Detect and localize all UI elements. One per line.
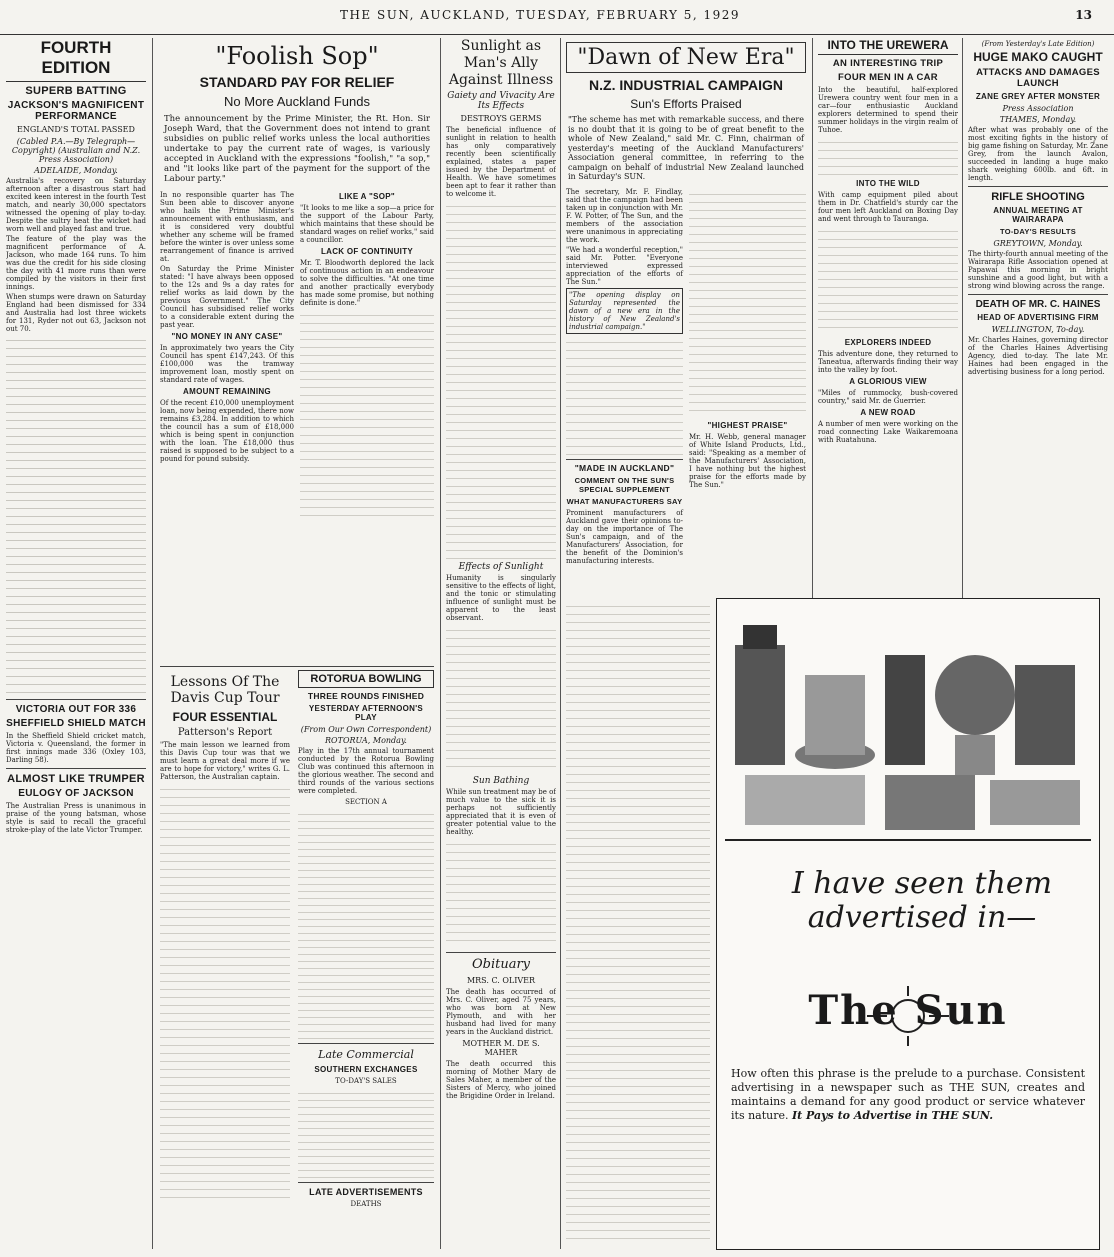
body-text-placeholder — [446, 624, 556, 774]
divider — [298, 1182, 434, 1183]
subhead-england-total: ENGLAND'S TOTAL PASSED — [17, 125, 135, 134]
article-body: After what was probably one of the most exciting fights in the history of big game fishing on Saturday, Mr. Zane Grey, from the launch Avalon, succeeded in landing a huge mako shark weighing 600lb. and 6ft. in length. — [968, 126, 1108, 182]
subhead-into-wild: INTO THE WILD — [856, 179, 920, 188]
headline-davis-cup: Lessons Of The Davis Cup Tour — [170, 674, 280, 706]
the-sun-logo — [747, 981, 1069, 1051]
body-text-placeholder — [300, 309, 434, 519]
subhead-no-more-funds: No More Auckland Funds — [224, 94, 370, 109]
publication-line: THE SUN, AUCKLAND, TUESDAY, FEBRUARY 5, 1929 — [339, 8, 741, 22]
subhead-amount: AMOUNT REMAINING — [183, 387, 271, 396]
article-body: A number of men were working on the road connecting Lake Waikaremoana with Ruatahuna. — [818, 420, 958, 444]
continued-label: (From Yesterday's Late Edition) — [981, 40, 1095, 48]
obituary-name: MOTHER M. DE S. MAHER — [462, 1039, 540, 1057]
subhead-industrial-campaign: N.Z. INDUSTRIAL CAMPAIGN — [589, 77, 783, 93]
page-number: 13 — [1075, 8, 1092, 22]
body-text-placeholder — [566, 600, 710, 1240]
subhead-efforts-praised: Sun's Efforts Praised — [630, 97, 742, 111]
article-body: "The main lesson we learned from this Davis Cup tour was that we must learn a great deal more if we are to hope for victory," writes G. L. Patterson, the Australian captain. — [160, 741, 290, 781]
column-dawn-new-era — [566, 38, 806, 593]
body-text-placeholder — [566, 336, 683, 456]
dateline: GREYTOWN, Monday. — [993, 239, 1083, 248]
subhead-results: TO-DAY'S RESULTS — [999, 227, 1077, 236]
column-foolish-sop — [160, 38, 434, 1249]
subhead-sheffield: SHEFFIELD SHIELD MATCH — [6, 718, 146, 729]
article-body: When stumps were drawn on Saturday England had been dismissed for 334 and Australia had lost three wickets for 131, Ryder not out 63, Jackson not out 70. — [6, 293, 146, 333]
article-body: This adventure done, they returned to Taneatua, afterwards finding their way into the valley by foot. — [818, 350, 958, 374]
column-rule — [152, 38, 153, 1249]
body-text-placeholder — [160, 783, 290, 1203]
divider — [968, 186, 1108, 187]
byline-patterson: Patterson's Report — [177, 727, 273, 738]
headline-sunlight: Against Illness — [448, 72, 554, 88]
divider — [968, 294, 1108, 295]
article-body: Humanity is singularly sensitive to the effects of light, and the tonic or stimulating influence of sunlight must be apparent to the least observant. — [446, 574, 556, 622]
article-body: On Saturday the Prime Minister stated: "I have always been opposed to the 12s and 9s a day rates for relief works as laid down by the previous Government." The City Council has subsidised relief works to a considerable extent during the past year. — [160, 265, 294, 329]
dateline: THAMES, Monday. — [999, 115, 1077, 124]
masthead — [0, 0, 1114, 35]
column-urewera — [818, 38, 958, 593]
article-body: "We had a wonderful reception," said Mr. Potter. "Everyone interviewed expressed appreciation of the efforts of The Sun." — [566, 245, 683, 286]
article-intro: "The scheme has met with remarkable success, and there is no doubt that it is going to be of great benefit to the whole of New Zealand," said Mr. C. Finn, chairman of yesterday's meeting of the Auckland Manufacturers' Association general committee, in referring to the campaign on behalf of industrial New Zealand launched in Saturday's SUN. — [568, 115, 804, 181]
subhead-gaiety: Gaiety and Vivacity Are Its Effects — [447, 91, 555, 111]
article-body: In no responsible quarter has The Sun been able to discover anyone who hails the Prime Minister's announcement with enthusiasm, and it is considered very doubtful whether any scheme will be framed before the winter is over unless some rearrangement of finance is arrived at. — [160, 191, 294, 263]
body-text-placeholder — [446, 838, 556, 948]
body-text-placeholder — [446, 200, 556, 560]
headline-dawn-new-era: "Dawn of New Era" — [566, 42, 806, 73]
results-placeholder — [298, 809, 434, 1039]
dateline: ROTORUA, Monday. — [325, 736, 407, 745]
subhead-advertising-firm: HEAD OF ADVERTISING FIRM — [977, 313, 1099, 322]
dateline: ADELAIDE, Monday. — [34, 166, 118, 175]
body-text-placeholder — [298, 1088, 434, 1178]
article-body: Mr. Charles Haines, governing director of the Charles Haines Advertising Agency, died to-day. The late Mr. Haines had been engaged in the advertising business for a long period. — [968, 336, 1108, 376]
subhead-yesterday: YESTERDAY AFTERNOON'S PLAY — [308, 704, 424, 722]
headline-rotorua-bowling: ROTORUA BOWLING — [298, 670, 434, 688]
subhead-deaths: DEATHS — [350, 1200, 382, 1208]
section-label: SECTION A — [345, 798, 387, 806]
article-body: The thirty-fourth annual meeting of the Wairarapa Rifle Association opened at Papawai this morning in bright sunshine and a good light, but with a strong wind blowing across the range. — [968, 250, 1108, 290]
subhead-sop: LIKE A "SOP" — [339, 192, 395, 201]
ad-copy — [731, 1067, 1085, 1123]
article-body: The death has occurred of Mrs. C. Oliver, aged 75 years, who was born at New Plymouth, and with her husband had lived for many years in the Auckland district. — [446, 988, 556, 1036]
column-mako — [968, 38, 1108, 593]
article-body: The feature of the play was the magnificent performance of A. Jackson, who made 164 runs. To him was due the credit for his side closing the day with 41 more runs than were compiled by the visitors in their first innings. — [6, 235, 146, 291]
divider — [446, 952, 556, 953]
headline-made-in-auckland: "MADE IN AUCKLAND" — [566, 459, 683, 473]
headline-foolish-sop: "Foolish Sop" — [215, 42, 379, 70]
article-intro: The announcement by the Prime Minister, the Rt. Hon. Sir Joseph Ward, that the Government does not intend to grant subsidies on public relief works unless the local authorities undertake to pay the current rate of wages, is variously accepted in Auckland with the expressions "foolish," "a sop," and "it looks like part of the payment for the support of the Labour party." — [164, 114, 430, 184]
column-manufacturers-continued — [566, 598, 710, 1249]
article-body: Prominent manufacturers of Auckland gave their opinions to-day on the importance of The Sun's campaign, and of the Manufacturers' Association, for the benefit of the Dominion's manufacturing interests. — [566, 508, 683, 565]
article-body: The beneficial influence of sunlight in relation to health has only comparatively recently been scientifically explained, states a paper issued by the Department of Health. We have sometimes been apt to fear it rather than to welcome it. — [446, 126, 556, 198]
article-body: Of the recent £10,000 unemployment loan, now being expended, there now remains £3,284. In addition to which the council has a sum of £18,000 which is being spent in conjunction with the loan. The £18,000 thus raised is supposed to be subject to a pound for pound subsidy. — [160, 399, 294, 463]
divider — [6, 699, 146, 700]
subhead-explorers: EXPLORERS INDEED — [844, 338, 932, 347]
subhead-interesting-trip: AN INTERESTING TRIP — [832, 58, 944, 69]
article-body: Mr. T. Bloodworth deplored the lack of continuous action in an endeavour to solve the difficulties. "At one time and another practically everybody has made some promise, but nothing definite is done." — [300, 259, 434, 307]
subhead-sales: TO-DAY'S SALES — [335, 1077, 397, 1085]
subhead-new-road: A NEW ROAD — [860, 408, 916, 417]
headline-victoria: VICTORIA OUT FOR 336 — [15, 704, 137, 715]
subhead-sun-bathing: Sun Bathing — [472, 776, 530, 786]
subhead-manufacturers-say: WHAT MANUFACTURERS SAY — [566, 496, 683, 506]
column-sunlight — [446, 38, 556, 1249]
subhead-highest-praise: "HIGHEST PRAISE" — [707, 420, 788, 430]
subhead-money: "NO MONEY IN ANY CASE" — [171, 332, 283, 341]
credit: Press Association — [1002, 104, 1074, 113]
subhead-eulogy: EULOGY OF JACKSON — [18, 788, 134, 799]
pull-quote-box: "The opening display on Saturday represented the dawn of a new era in the history of New Zealand's industrial campaign." — [566, 288, 683, 334]
column-rule — [440, 38, 441, 1249]
subhead-four-men: FOUR MEN IN A CAR — [838, 72, 938, 83]
article-body: With camp equipment piled about them in Dr. Chatfield's sturdy car the four men left Auckland on Boxing Day and went through to Tauranga. — [818, 191, 958, 223]
article-body: The death occurred this morning of Mother Mary de Sales Maher, a member of the Sisters of Mercy, who joined the Brigidine Order in Ireland. — [446, 1060, 556, 1100]
article-body: While sun treatment may be of much value to the sick it is perhaps not sufficiently appreciated that it is even of greater potential value to the healthy. — [446, 788, 556, 836]
subhead-southern-exchanges: SOUTHERN EXCHANGES — [314, 1065, 418, 1074]
article-body: Mr. H. Webb, general manager of White Island Products, Ltd., said: "Speaking as a member of the Manufacturers' Association, I have nothing but the highest praise for the efforts made by The Sun." — [689, 432, 806, 489]
subhead-three-rounds: THREE ROUNDS FINISHED — [307, 691, 425, 701]
subhead-destroys-germs: DESTROYS GERMS — [460, 114, 542, 123]
article-body: "Miles of rummocky, bush-covered country," said Mr. de Guerrier. — [818, 389, 958, 405]
ad-body-text: How often this phrase is the prelude to a purchase. Consistent advertising in a newspaper such as THE SUN, creates and maintains a demand for any good product or service whatever its nature. — [731, 1067, 1085, 1122]
body-text-placeholder — [818, 136, 958, 176]
column-cricket — [6, 38, 146, 1249]
headline-late-ads: LATE ADVERTISEMENTS — [309, 1187, 423, 1197]
headline-urewera: INTO THE UREWERA — [818, 38, 958, 55]
credit: (From Our Own Correspondent) — [300, 725, 432, 734]
headline-rifle-shooting: RIFLE SHOOTING — [991, 191, 1085, 203]
subhead-four-essential: FOUR ESSENTIAL — [172, 710, 278, 724]
subhead-jackson: JACKSON'S MAGNIFICENT PERFORMANCE — [7, 100, 145, 122]
cable-credit: (Cabled P.A.—By Telegraph—Copyright) (Australian and N.Z. Press Association) — [11, 137, 141, 164]
obituary-name: MRS. C. OLIVER — [466, 976, 536, 985]
column-rule — [560, 38, 561, 1249]
subhead-effects: Effects of Sunlight — [458, 562, 544, 572]
subhead-continuity: LACK OF CONTINUITY — [320, 247, 414, 256]
headline-obituary: Obituary — [471, 957, 531, 972]
body-text-placeholder — [689, 188, 806, 418]
headline-trumper: ALMOST LIKE TRUMPER — [7, 773, 145, 785]
article-body: The secretary, Mr. F. Findlay, said that the campaign had been taken up in conjunction with Mr. F. W. Potter, of The Sun, and the members of the association were unanimous in appreciating the work. — [566, 187, 683, 244]
subhead-attacks: ATTACKS AND DAMAGES LAUNCH — [976, 67, 1100, 89]
article-body: In the Sheffield Shield cricket match, Victoria v. Queensland, the former in first innings made 336 (Oxley 103, Darling 58). — [6, 732, 146, 764]
dateline: WELLINGTON, To-day. — [991, 325, 1085, 334]
edition-label: FOURTH EDITION — [6, 38, 146, 82]
headline-huge-mako: HUGE MAKO CAUGHT — [973, 50, 1103, 64]
body-text-placeholder — [818, 225, 958, 335]
headline-superb-batting: SUPERB BATTING — [25, 85, 127, 97]
ad-headline: I have seen them advertised in— — [791, 866, 1053, 935]
article-body: Australia's recovery on Saturday afternoon after a disastrous start had excited keen interest in the fourth Test match, and nearly 30,000 spectators witnessed the opening of play to-day. Despite the sultry heat the wicket had worn well and played fast and true. — [6, 177, 146, 233]
article-body: Play in the 17th annual tournament conducted by the Rotorua Bowling Club was continued this afternoon in the glorious weather. The second and third rounds of the various sections were completed. — [298, 747, 434, 795]
sun-advertisement — [716, 598, 1100, 1250]
headline-death-haines: DEATH OF MR. C. HAINES — [975, 299, 1101, 310]
headline-late-commercial: Late Commercial — [318, 1048, 414, 1061]
subhead-glorious-view: A GLORIOUS VIEW — [849, 377, 927, 386]
products-illustration — [725, 605, 1091, 845]
article-body: "It looks to me like a sop—a price for the support of the Labour Party, which maintains that these should be standard wages on relief works," said a councillor. — [300, 204, 434, 244]
article-body: The Australian Press is unanimous in praise of the young batsman, whose style is said to recall the graceful stroke-play of the late Victor Trumper. — [6, 802, 146, 834]
ad-tagline: It Pays to Advertise in THE SUN. — [792, 1109, 994, 1122]
divider — [298, 1043, 434, 1044]
subhead-comment: COMMENT ON THE SUN'S SPECIAL SUPPLEMENT — [574, 475, 675, 494]
subhead-zane-grey: ZANE GREY AFTER MONSTER — [975, 92, 1101, 101]
score-table-placeholder — [6, 335, 146, 695]
divider — [6, 768, 146, 769]
headline-sunlight: Sunlight as — [460, 38, 542, 54]
article-body: Into the beautiful, half-explored Urewera country went four men in a car—four enthusiastic Auckland explorers determined to spend their summer holidays in the virgin realm of Tuhoe. — [818, 86, 958, 134]
logo-text: The Sun — [808, 987, 1008, 1034]
headline-sunlight: Man's Ally — [463, 55, 539, 71]
article-body: In approximately two years the City Council has spent £147,243. Of this £100,000 was the tramway improvement loan, mostly spent on standard rate of wages. — [160, 344, 294, 384]
subhead-wairarapa: ANNUAL MEETING AT WAIRARAPA — [993, 206, 1083, 224]
subhead-standard-pay: STANDARD PAY FOR RELIEF — [199, 74, 395, 90]
